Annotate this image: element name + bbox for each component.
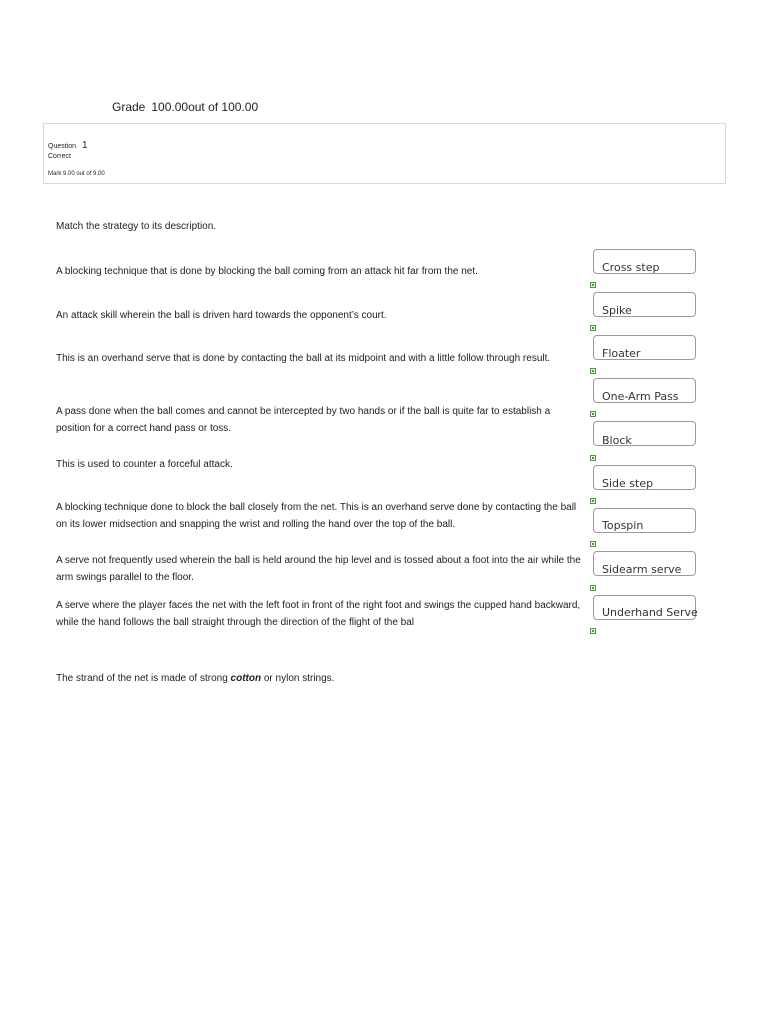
answer-value: Cross step (602, 261, 660, 274)
stem-text: A pass done when the ball comes and cannot be intercepted by two hands or if the ball is quite far to establish a position for a correct hand pass or toss. (56, 406, 551, 434)
question-info-box (43, 123, 726, 184)
footer-before: The strand of the net is made of strong (56, 673, 231, 684)
correct-check-icon (590, 498, 596, 504)
question-prompt: Match the strategy to its description. (56, 221, 217, 232)
stem-text: A blocking technique that is done by blocking the ball coming from an attack hit far from the net. (56, 266, 478, 277)
correct-check-icon (590, 585, 596, 591)
next-question-text (56, 673, 334, 684)
correct-check-icon (590, 411, 596, 417)
question-number: 1 (82, 140, 88, 151)
footer-after: or nylon strings. (261, 673, 335, 684)
stem-text: A serve where the player faces the net with the left foot in front of the right foot and swings the cupped hand backward, while the hand follows the ball straight through the direction of the flight of the bal (56, 600, 581, 628)
correct-check-icon (590, 282, 596, 288)
answer-value: Spike (602, 304, 632, 317)
answer-value: Sidearm serve (602, 563, 682, 576)
footer-emphasis: cotton (230, 673, 262, 684)
answer-value: Floater (602, 347, 641, 360)
correct-check-icon (590, 368, 596, 374)
question-label: Question (48, 143, 77, 150)
correct-check-icon (590, 455, 596, 461)
answer-value: Underhand Serve (602, 606, 698, 619)
stem-text: An attack skill wherein the ball is driven hard towards the opponent’s court. (56, 310, 387, 321)
stem-text: A blocking technique done to block the ball closely from the net. This is an overhand serve done by contacting the ball on its lower midsection and snapping the wrist and rolling the hand over the top of the ball. (56, 502, 577, 530)
correct-check-icon (590, 541, 596, 547)
correct-check-icon (590, 325, 596, 331)
answer-value: Side step (602, 477, 654, 490)
grade-value: 100.00 (151, 100, 189, 114)
stem-text: This is used to counter a forceful attack. (56, 459, 233, 470)
answer-value: Block (602, 434, 632, 447)
answer-value: Topspin (602, 519, 644, 532)
grade-suffix: out of 100.00 (188, 100, 259, 114)
question-mark: Mark 9.00 out of 9.00 (48, 171, 105, 177)
grade-label: Grade (112, 100, 146, 114)
question-state: Correct (48, 153, 71, 160)
correct-check-icon (590, 628, 596, 634)
answer-value: One-Arm Pass (602, 390, 679, 403)
stem-text: A serve not frequently used wherein the ball is held around the hip level and is tossed about a foot into the air while the arm swings parallel to the floor. (56, 555, 581, 583)
stem-text: This is an overhand serve that is done by contacting the ball at its midpoint and with a little follow through result. (56, 353, 551, 364)
question-heading (48, 135, 88, 153)
grade-summary (112, 100, 258, 114)
